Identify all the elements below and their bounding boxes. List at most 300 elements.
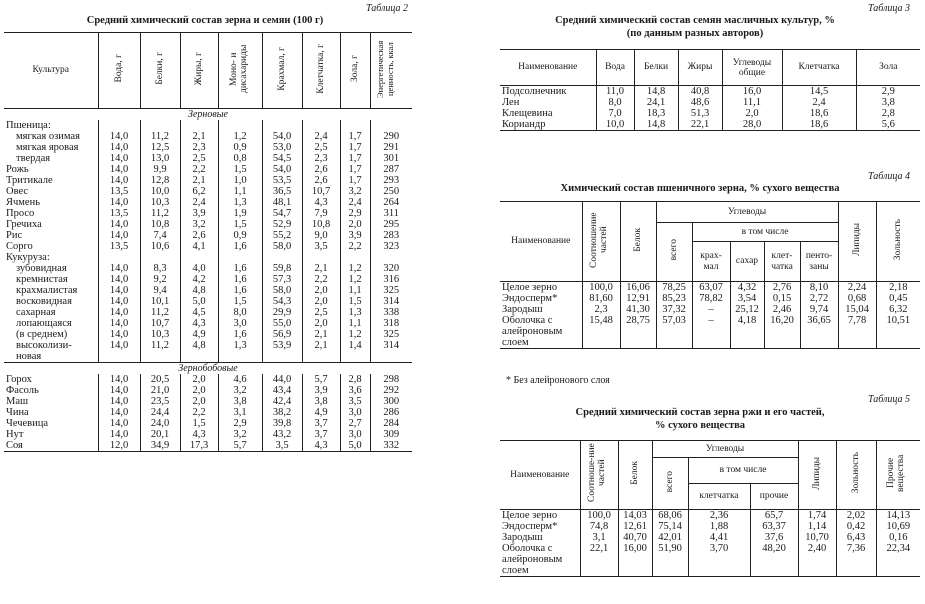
table-cell: 3,9	[340, 230, 370, 241]
table-row	[4, 164, 412, 175]
row-label: Подсолнечник	[502, 86, 567, 97]
table-cell: 6,43	[836, 532, 876, 543]
table-cell: 54,3	[262, 296, 302, 307]
table-cell	[370, 252, 412, 263]
table-row	[4, 307, 412, 318]
table-cell	[340, 252, 370, 263]
table-cell: 309	[370, 429, 412, 440]
table-cell: 2,40	[798, 543, 836, 554]
table3-title-2: (по данным разных авторов)	[626, 28, 764, 39]
table-cell: 24,0	[140, 418, 180, 429]
col-header: Жиры	[678, 50, 722, 86]
table-cell: 15,04	[838, 304, 876, 315]
table-cell: 14,13	[876, 510, 920, 522]
row-label: Рис	[6, 230, 23, 241]
table-cell: 58,0	[262, 241, 302, 252]
table-cell: 2,1	[180, 131, 218, 142]
table-cell: 22,1	[678, 119, 722, 131]
col-header: Соотношение частей	[589, 211, 609, 268]
table-cell: 74,8	[580, 521, 618, 532]
col-header: Вода, г	[114, 54, 124, 83]
row-label: Оболочка с	[502, 315, 553, 326]
table-cell: 2,1	[302, 329, 340, 340]
table-cell: 314	[370, 296, 412, 307]
table-cell: 2,1	[302, 340, 340, 351]
table-cell: 4,6	[218, 374, 262, 385]
row-label: Кориандр	[502, 119, 546, 130]
table-cell: 14,0	[98, 164, 140, 175]
row-label: Просо	[6, 208, 35, 219]
table-cell: 2,0	[340, 219, 370, 230]
table-cell	[656, 337, 692, 349]
table-cell: 1,7	[340, 142, 370, 153]
table-cell: 7,9	[302, 208, 340, 219]
table5-title-1: Средний химический состав зерна ржи и его частей,	[575, 407, 825, 418]
row-label: Зародыш	[502, 304, 543, 315]
row-label: Чечевица	[6, 418, 49, 429]
table-cell	[180, 351, 218, 363]
table-cell: 20,1	[140, 429, 180, 440]
row-label: сахарная	[16, 307, 56, 318]
row-label: крахмалистая	[16, 285, 78, 296]
row-label: Соя	[6, 440, 23, 451]
table-cell: 3,5	[262, 440, 302, 452]
table-cell	[302, 120, 340, 131]
table-cell: 23,5	[140, 396, 180, 407]
table-cell: 320	[370, 263, 412, 274]
table-cell: 338	[370, 307, 412, 318]
table-cell: 1,7	[340, 153, 370, 164]
table-cell: 16,20	[764, 315, 800, 326]
table-cell: 8,0	[218, 307, 262, 318]
table-row	[4, 263, 412, 274]
table-cell: 0,9	[218, 142, 262, 153]
table-cell	[180, 120, 218, 131]
table-cell: 1,7	[340, 175, 370, 186]
table-cell: 4,8	[180, 285, 218, 296]
table-cell: 2,0	[180, 374, 218, 385]
table-cell: 332	[370, 440, 412, 452]
table-cell: 4,41	[688, 532, 750, 543]
col-header: всего	[669, 239, 679, 261]
row-label: Рожь	[6, 164, 29, 175]
table-cell: 4,18	[730, 315, 764, 326]
table-cell: 14,0	[98, 318, 140, 329]
col-header: пенто-заны	[800, 242, 838, 282]
table-cell: 3,2	[340, 186, 370, 197]
table-cell: 1,9	[218, 208, 262, 219]
table-cell: 14,0	[98, 374, 140, 385]
table-row	[500, 108, 920, 119]
table-cell: 58,0	[262, 285, 302, 296]
table-row	[4, 385, 412, 396]
table-cell	[140, 351, 180, 363]
table-cell: 14,0	[98, 429, 140, 440]
table-row	[500, 119, 920, 131]
table-cell: 14,0	[98, 153, 140, 164]
table-cell: 10,51	[876, 315, 920, 326]
table-cell: 295	[370, 219, 412, 230]
table-cell: 4,9	[180, 329, 218, 340]
table-cell: 10,1	[140, 296, 180, 307]
table-cell: 1,3	[218, 340, 262, 351]
table-cell	[582, 326, 620, 337]
table-cell: 14,0	[98, 274, 140, 285]
table-cell: 36,65	[800, 315, 838, 326]
col-header: Культура	[32, 65, 69, 75]
table-cell	[750, 565, 798, 577]
row-label: новая	[16, 351, 42, 362]
table-cell: 55,2	[262, 230, 302, 241]
table-cell: 3,8	[302, 396, 340, 407]
table-cell	[730, 337, 764, 349]
table-cell: 1,5	[218, 219, 262, 230]
col-header: Зола	[856, 50, 920, 86]
table-cell: 44,0	[262, 374, 302, 385]
table-cell: 22,1	[580, 543, 618, 554]
table-cell: 8,10	[800, 282, 838, 294]
table-cell: –	[692, 315, 730, 326]
table-cell: 3,0	[340, 429, 370, 440]
table-cell	[98, 351, 140, 363]
table-cell	[838, 337, 876, 349]
table-row	[4, 351, 412, 363]
table-cell: 2,5	[180, 153, 218, 164]
table-row	[4, 142, 412, 153]
table-cell: 10,0	[596, 119, 634, 131]
row-label: восковидная	[16, 296, 72, 307]
table-cell	[370, 351, 412, 363]
table-cell: 11,2	[140, 208, 180, 219]
table-cell: 1,5	[218, 164, 262, 175]
table-cell	[800, 337, 838, 349]
table-cell	[876, 326, 920, 337]
table-row	[4, 340, 412, 351]
table-cell	[370, 120, 412, 131]
table2-number: Таблица 2	[366, 3, 408, 14]
table-cell: 39,8	[262, 418, 302, 429]
table-cell: 5,0	[340, 440, 370, 452]
col-header: Прочие вещества	[886, 454, 907, 492]
table-cell	[180, 252, 218, 263]
table-cell	[656, 326, 692, 337]
table-cell: 3,1	[580, 532, 618, 543]
table-row	[4, 153, 412, 164]
row-label: мягкая озимая	[16, 131, 80, 142]
row-label: Кукуруза:	[6, 252, 50, 263]
table-cell: 311	[370, 208, 412, 219]
table-cell: 2,8	[856, 108, 920, 119]
table-cell	[262, 120, 302, 131]
table-row	[4, 219, 412, 230]
table-row	[4, 274, 412, 285]
table-cell: 100,0	[582, 282, 620, 294]
table-row	[4, 241, 412, 252]
table-cell: 68,06	[652, 510, 688, 522]
table-cell	[580, 554, 618, 565]
table-cell: 4,32	[730, 282, 764, 294]
col-header: Жиры, г	[194, 51, 204, 86]
table4-footnote: * Без алейронового слоя	[506, 375, 610, 386]
table2-title: Средний химический состав зерна и семян (100 г)	[86, 15, 324, 26]
col-header: Наименование	[518, 62, 578, 72]
table-cell: 6,2	[180, 186, 218, 197]
table4-title: Химический состав пшеничного зерна, % сухого вещества	[560, 183, 840, 194]
table-cell: 250	[370, 186, 412, 197]
table-cell	[798, 565, 836, 577]
table-row	[4, 429, 412, 440]
row-label: Эндосперм*	[502, 521, 558, 532]
table-cell: 7,78	[838, 315, 876, 326]
table-cell: 14,03	[618, 510, 652, 522]
table4	[500, 201, 920, 349]
row-label: кремнистая	[16, 274, 68, 285]
table-cell: 13,5	[98, 208, 140, 219]
table-cell	[730, 326, 764, 337]
table-cell: 21,0	[140, 385, 180, 396]
table5-title-2: % сухого вещества	[654, 420, 746, 431]
table-cell: 12,91	[620, 293, 656, 304]
table-cell: 10,7	[302, 186, 340, 197]
col-header: прочие	[750, 484, 798, 510]
col-header: Моно- и дисахариды	[229, 44, 249, 93]
table-row	[500, 86, 920, 98]
table-cell: 6,32	[876, 304, 920, 315]
row-label: Овес	[6, 186, 29, 197]
table-cell: 2,0	[180, 396, 218, 407]
table-cell: 2,0	[180, 385, 218, 396]
table-cell: 53,9	[262, 340, 302, 351]
table-cell: 12,5	[140, 142, 180, 153]
table-row	[4, 230, 412, 241]
table-cell: 1,6	[218, 263, 262, 274]
table-cell: 2,18	[876, 282, 920, 294]
table-cell: 10,3	[140, 197, 180, 208]
table-cell: 1,14	[798, 521, 836, 532]
table-cell: 2,2	[180, 164, 218, 175]
row-label: Целое зерно	[502, 510, 558, 521]
col-header: Липиды	[852, 223, 863, 256]
table-cell: –	[692, 304, 730, 315]
table-cell: 5,7	[302, 374, 340, 385]
table-row	[500, 543, 920, 554]
table-cell: 52,9	[262, 219, 302, 230]
table-cell: 0,68	[838, 293, 876, 304]
table-cell: 4,3	[302, 197, 340, 208]
table2	[4, 32, 412, 452]
table-cell: 325	[370, 329, 412, 340]
row-label: слоем	[502, 337, 529, 348]
table-cell: 59,8	[262, 263, 302, 274]
table-cell: 34,9	[140, 440, 180, 452]
table-row	[4, 440, 412, 452]
table-cell: 51,3	[678, 108, 722, 119]
table-cell	[692, 337, 730, 349]
table-cell: 2,24	[838, 282, 876, 294]
table-cell: 2,02	[836, 510, 876, 522]
table-cell: 55,0	[262, 318, 302, 329]
table-row	[4, 131, 412, 142]
table-cell: 54,0	[262, 131, 302, 142]
table-cell	[340, 120, 370, 131]
table-cell: 2,4	[302, 131, 340, 142]
table-cell: 2,4	[180, 197, 218, 208]
table-cell: 3,9	[180, 208, 218, 219]
table-cell: 24,1	[634, 97, 678, 108]
table-cell: 18,6	[782, 119, 856, 131]
table-cell: 325	[370, 285, 412, 296]
table-cell: 1,5	[340, 296, 370, 307]
table-cell: 3,70	[688, 543, 750, 554]
table-cell: 10,7	[140, 318, 180, 329]
table-cell: 5,7	[218, 440, 262, 452]
table-cell	[836, 565, 876, 577]
table-cell: 3,6	[340, 385, 370, 396]
table-cell: 1,2	[218, 131, 262, 142]
table-cell: 14,0	[98, 230, 140, 241]
table-cell	[688, 554, 750, 565]
table-cell: 287	[370, 164, 412, 175]
table-cell: 14,5	[782, 86, 856, 98]
table-cell: 63,07	[692, 282, 730, 294]
table-row	[500, 282, 920, 294]
table-row	[4, 418, 412, 429]
table-cell: 41,30	[620, 304, 656, 315]
table-cell	[876, 554, 920, 565]
row-label: Фасоль	[6, 385, 39, 396]
table-row	[500, 293, 920, 304]
table-cell: 0,42	[836, 521, 876, 532]
table-cell: 2,5	[302, 142, 340, 153]
row-label: лопающаяся	[16, 318, 72, 329]
table-cell: 10,6	[140, 241, 180, 252]
col-header: Зола, г	[350, 55, 360, 82]
table-cell: 78,82	[692, 293, 730, 304]
table-row	[500, 532, 920, 543]
col-header: Белки	[634, 50, 678, 86]
table-cell: 2,0	[302, 318, 340, 329]
table-cell: 43,2	[262, 429, 302, 440]
table-cell: 314	[370, 340, 412, 351]
table-cell: 5,6	[856, 119, 920, 131]
table-cell: 293	[370, 175, 412, 186]
table-cell: 323	[370, 241, 412, 252]
table-cell: 2,36	[688, 510, 750, 522]
table-cell: 16,0	[722, 86, 782, 98]
table-row	[500, 304, 920, 315]
table-row	[500, 337, 920, 349]
table-cell: 4,9	[302, 407, 340, 418]
table-cell	[876, 565, 920, 577]
table-row	[500, 315, 920, 326]
table-cell: 43,4	[262, 385, 302, 396]
table-cell: 1,6	[218, 241, 262, 252]
col-header: Зольность	[851, 452, 862, 494]
table-cell: 3,7	[302, 429, 340, 440]
table-cell: 298	[370, 374, 412, 385]
table-cell: 301	[370, 153, 412, 164]
table-cell: 2,0	[722, 108, 782, 119]
table-cell	[764, 337, 800, 349]
table-cell: 1,88	[688, 521, 750, 532]
table-cell: 4,3	[180, 429, 218, 440]
table-row	[500, 97, 920, 108]
table-cell	[218, 252, 262, 263]
row-label: Маш	[6, 396, 29, 407]
table-cell: 53,5	[262, 175, 302, 186]
table-cell	[140, 120, 180, 131]
table-cell: 78,25	[656, 282, 692, 294]
table-cell: 292	[370, 385, 412, 396]
table-cell	[580, 565, 618, 577]
table-cell: 1,7	[340, 131, 370, 142]
table-cell: 14,0	[98, 385, 140, 396]
table-cell: 9,74	[800, 304, 838, 315]
table-cell: 14,0	[98, 285, 140, 296]
table-cell: 14,0	[98, 197, 140, 208]
table-cell: 284	[370, 418, 412, 429]
table-cell: 1,2	[340, 274, 370, 285]
table-cell: 12,61	[618, 521, 652, 532]
table-cell: 51,90	[652, 543, 688, 554]
table-cell: 7,36	[836, 543, 876, 554]
col-header: Клетчатка	[782, 50, 856, 86]
row-label: Нут	[6, 429, 24, 440]
table-cell: 20,5	[140, 374, 180, 385]
table-cell: 29,9	[262, 307, 302, 318]
row-label: Лен	[502, 97, 520, 108]
table-cell: 0,9	[218, 230, 262, 241]
table-cell	[618, 565, 652, 577]
row-label: Пшеница:	[6, 120, 51, 131]
row-label: Оболочка с	[502, 543, 553, 554]
table-cell: 10,3	[140, 329, 180, 340]
table-cell: 1,6	[218, 285, 262, 296]
row-label: Целое зерно	[502, 282, 558, 293]
table-row	[4, 252, 412, 263]
table-cell: 3,54	[730, 293, 764, 304]
table-cell: 2,9	[340, 208, 370, 219]
table-cell	[302, 351, 340, 363]
table-cell: 2,76	[764, 282, 800, 294]
row-label: Горох	[6, 374, 32, 385]
table-cell: 290	[370, 131, 412, 142]
table-cell	[688, 565, 750, 577]
table-cell	[340, 351, 370, 363]
table-cell	[800, 326, 838, 337]
table-cell: 0,8	[218, 153, 262, 164]
table-cell: 2,6	[180, 230, 218, 241]
table-cell: 14,0	[98, 307, 140, 318]
table-cell: 11,2	[140, 340, 180, 351]
table-cell: 54,5	[262, 153, 302, 164]
table-cell: 2,3	[180, 142, 218, 153]
table-cell: 63,37	[750, 521, 798, 532]
table-cell: 14,0	[98, 329, 140, 340]
table-cell: 283	[370, 230, 412, 241]
table-cell: 4,3	[180, 318, 218, 329]
col-header: в том числе	[688, 458, 798, 484]
table-cell: 24,4	[140, 407, 180, 418]
table-cell: 3,2	[218, 385, 262, 396]
table-cell: 25,12	[730, 304, 764, 315]
table-cell: 8,0	[596, 97, 634, 108]
table-cell: 1,5	[180, 418, 218, 429]
table-row	[500, 521, 920, 532]
table-row	[4, 407, 412, 418]
table-cell	[750, 554, 798, 565]
table-cell: 3,2	[218, 429, 262, 440]
